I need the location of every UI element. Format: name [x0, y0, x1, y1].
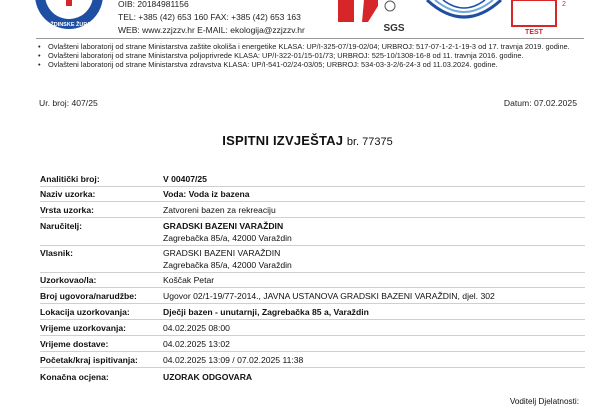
row-divider	[40, 287, 585, 288]
accreditation-item: • Ovlašteni laboratorij od strane Ministarstva poljoprivrede KLASA: UP/I-322-01/15-01/73; URBROJ: 525-10/1308-16-8 od 11. travnja 2016. godine.	[48, 51, 584, 60]
accreditation-list	[36, 42, 584, 70]
row-label: Uzorkovao/la:	[40, 275, 97, 285]
accreditation-item: • Ovlašteni laboratorij od strane Ministarstva zaštite okoliša i energetike KLASA: UP/I-325-07/19-02/04; URBROJ: 517-07-1-2-1-19-3 od 17. travnja 2019. godine.	[48, 42, 584, 51]
row-divider	[40, 319, 585, 320]
row-divider	[40, 217, 585, 218]
row-divider	[40, 303, 585, 304]
row-label: Lokacija uzorkovanja:	[40, 307, 130, 317]
row-label: Početak/kraj ispitivanja:	[40, 355, 138, 365]
accreditation-logo	[425, 0, 503, 28]
row-value: Dječji bazen - unutarnji, Zagrebačka 85 a, Varaždin	[163, 307, 369, 317]
header-tel-fax: TEL: +385 (42) 653 160 FAX: +385 (42) 653 163	[118, 12, 301, 22]
row-label: Analitički broj:	[40, 174, 100, 184]
row-value-secondary: Zagrebačka 85/a, 42000 Varaždin	[163, 233, 292, 243]
row-value: Ugovor 02/1-19/77-2014., JAVNA USTANOVA GRADSKI BAZENI VARAŽDIN, djel. 302	[163, 291, 495, 301]
row-value: 04.02.2025 08:00	[163, 323, 230, 333]
row-label: Naziv uzorka:	[40, 189, 96, 199]
report-number: br. 77375	[346, 136, 393, 148]
logo-left-text: VARAŽDINSKE ŽUPANIJE	[35, 22, 103, 28]
row-value: Voda: Voda iz bazena	[163, 189, 250, 199]
row-value-secondary: Zagrebačka 85/a, 42000 Varaždin	[163, 260, 292, 270]
row-divider	[40, 367, 585, 368]
row-divider	[40, 186, 585, 187]
row-label: Naručitelj:	[40, 221, 83, 231]
header-divider	[36, 38, 584, 39]
row-label: Konačna ocjena:	[40, 372, 109, 382]
header-web-email: WEB: www.zzjzzv.hr E-MAIL: ekologija@zzjzzv.hr	[118, 25, 305, 35]
accreditation-item: • Ovlašteni laboratorij od strane Ministarstva zdravstva KLASA: UP/I-541-02/24-03/05; URBROJ: 534-03-3-2/6-24-3 od 11.03.2024. godine.	[48, 60, 584, 69]
row-value: GRADSKI BAZENI VARAŽDIN	[163, 248, 281, 258]
row-divider	[40, 245, 585, 246]
footer-voditelj: Voditelj Djelatnosti:	[509, 397, 579, 406]
report-title: ISPITNI IZVJEŠTAJ	[222, 133, 344, 148]
ur-broj: Ur. broj: 407/25	[39, 98, 98, 108]
row-value: GRADSKI BAZENI VARAŽDIN	[163, 221, 284, 231]
row-divider	[40, 201, 585, 202]
row-divider	[40, 272, 585, 273]
row-label: Vlasnik:	[40, 248, 73, 258]
test-accreditation-logo	[510, 0, 565, 36]
row-value: Zatvoreni bazen za rekreaciju	[163, 205, 276, 215]
logo-test-text: TEST	[525, 29, 543, 36]
header-oib: OIB: 20184981156	[118, 0, 189, 9]
row-value: 04.02.2025 13:09 / 07.02.2025 11:38	[163, 355, 304, 365]
institute-logo	[28, 0, 110, 30]
row-label: Vrsta uzorka:	[40, 205, 94, 215]
sgs-certification-logo	[330, 0, 410, 32]
row-value: UZORAK ODGOVARA	[163, 372, 253, 382]
row-divider	[40, 335, 585, 336]
logo-sgs-text: SGS	[383, 23, 405, 34]
page-title	[0, 133, 615, 148]
logo-test-side: 2	[562, 1, 566, 8]
row-label: Vrijeme uzorkovanja:	[40, 323, 126, 333]
document-date: Datum: 07.02.2025	[503, 98, 577, 108]
row-value: Koščak Petar	[163, 275, 215, 285]
row-label: Vrijeme dostave:	[40, 339, 109, 349]
row-value: V 00407/25	[163, 174, 207, 184]
row-divider	[40, 351, 585, 352]
row-label: Broj ugovora/narudžbe:	[40, 291, 137, 301]
row-value: 04.02.2025 13:02	[163, 339, 230, 349]
